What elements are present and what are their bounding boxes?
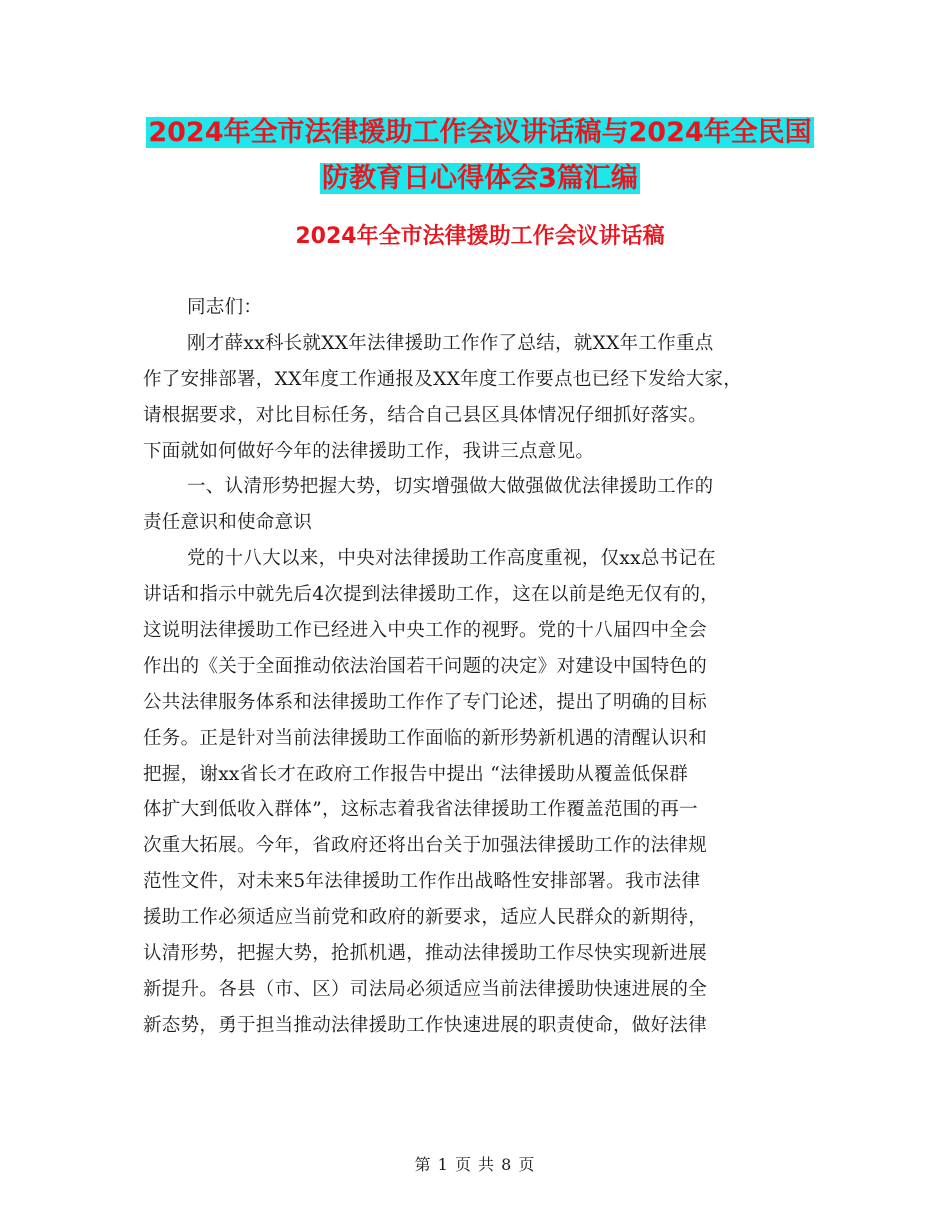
body-line: 这说明法律援助工作已经进入中央工作的视野。党的十八届四中全会 xyxy=(143,620,708,642)
body-line: 责任意识和使命意识 xyxy=(143,512,313,534)
body-line: 新提升。各县（市、区）司法局必须适应当前法律援助快速进展的全 xyxy=(143,978,708,1000)
body-line: 刚才薛xx科长就XX年法律援助工作作了总结，就XX年工作重点 xyxy=(187,332,714,354)
body-line: 下面就如何做好今年的法律援助工作，我讲三点意见。 xyxy=(143,440,595,462)
body-line: 一、认清形势把握大势，切实增强做大做强做优法律援助工作的 xyxy=(187,476,714,498)
body-line: 同志们： xyxy=(187,297,263,318)
title-line-2: 防教育日心得体会3篇汇编 xyxy=(322,163,638,194)
body-line: 讲话和指示中就先后4次提到法律援助工作，这在以前是绝无仅有的， xyxy=(143,584,720,606)
body-line: 援助工作必须适应当前党和政府的新要求，适应人民群众的新期待， xyxy=(143,907,708,929)
title-line-1: 2024年全市法律援助工作会议讲话稿与2024年全民国 xyxy=(148,117,812,148)
document-title xyxy=(140,110,820,202)
body-line: 作出的《关于全面推动依法治国若干问题的决定》对建设中国特色的 xyxy=(143,655,708,677)
body-line: 认清形势，把握大势，抢抓机遇，推动法律援助工作尽快实现新进展 xyxy=(143,943,708,965)
body-line: 请根据要求，对比目标任务，结合自己县区具体情况仔细抓好落实。 xyxy=(143,404,708,426)
section-title: 2024年全市法律援助工作会议讲话稿 xyxy=(295,224,665,249)
page-footer: 第 1 页 共 8 页 xyxy=(414,1155,536,1174)
body-line: 把握，谢xx省长才在政府工作报告中提出 “法律援助从覆盖低保群 xyxy=(143,763,689,785)
body-line: 公共法律服务体系和法律援助工作作了专门论述，提出了明确的目标 xyxy=(143,691,708,713)
body-line: 范性文件，对未来5年法律援助工作作出战略性安排部署。我市法律 xyxy=(143,871,701,893)
body-line: 任务。正是针对当前法律援助工作面临的新形势新机遇的清醒认识和 xyxy=(143,727,708,749)
body-line: 作了安排部署，XX年度工作通报及XX年度工作要点也已经下发给大家， xyxy=(143,368,743,390)
body-line: 党的十八大以来，中央对法律援助工作高度重视，仅xx总书记在 xyxy=(187,548,717,570)
body-line: 体扩大到低收入群体”，这标志着我省法律援助工作覆盖范围的再一 xyxy=(143,799,698,821)
body-line: 新态势，勇于担当推动法律援助工作快速进展的职责使命，做好法律 xyxy=(143,1014,708,1036)
body-line: 次重大拓展。今年，省政府还将出台关于加强法律援助工作的法律规 xyxy=(143,835,708,857)
body-text xyxy=(143,290,815,1044)
